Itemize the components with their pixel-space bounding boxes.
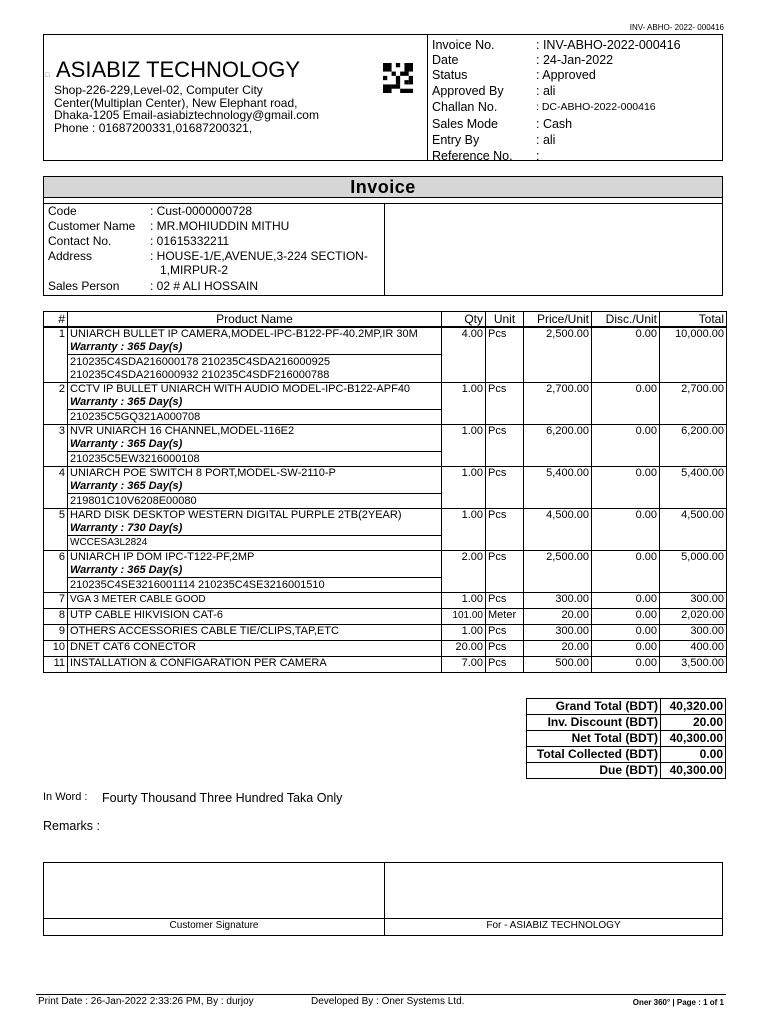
product-cell: UNIARCH IP DOM IPC-T122-PF,2MP Warranty : 365 Day(s) 210235C4SE3216001114 210235C4SE3216001510 xyxy=(68,551,442,593)
total-collected-row: Total Collected (BDT) 0.00 xyxy=(527,747,726,763)
net-total-row: Net Total (BDT) 40,300.00 xyxy=(527,731,726,747)
meta-approved-by: Approved By : ali xyxy=(432,84,556,98)
items-table xyxy=(43,311,727,673)
customer-signature-label: Customer Signature xyxy=(169,920,259,931)
company-signature-box xyxy=(384,862,723,936)
table-row: 9 OTHERS ACCESSORIES CABLE TIE/CLIPS,TAP,ETC 1.00 Pcs 300.00 0.00 300.00 xyxy=(44,625,727,641)
footer-print-date: Print Date : 26-Jan-2022 2:33:26 PM, By : durjoy xyxy=(38,996,254,1007)
in-word-value: Fourty Thousand Three Hundred Taka Only xyxy=(102,791,343,805)
table-row: 4 UNIARCH POE SWITCH 8 PORT,MODEL-SW-2110-P Warranty : 365 Day(s) 219801C10V6208E00080 1.00 Pcs 5,400.00 0.00 5,400.00 xyxy=(44,467,727,509)
customer-name: Customer Name : MR.MOHIUDDIN MITHU xyxy=(48,219,290,233)
customer-code: Code : Cust-0000000728 xyxy=(48,204,253,218)
customer-contact: Contact No. : 01615332211 xyxy=(48,234,230,248)
top-invoice-ref: INV- ABHO- 2022- 000416 xyxy=(629,23,724,32)
table-row: 5 HARD DISK DESKTOP WESTERN DIGITAL PURPLE 2TB(2YEAR) Warranty : 730 Day(s) WCCESA3L2824 1.00 Pcs 4,500.00 0.00 4,500.00 xyxy=(44,509,727,551)
col-unit: Unit xyxy=(486,312,524,328)
table-row: 6 UNIARCH IP DOM IPC-T122-PF,2MP Warranty : 365 Day(s) 210235C4SE3216001114 210235C4SE3216001510 2.00 Pcs 2,500.00 0.00 5,000.00 xyxy=(44,551,727,593)
inv-discount-row: Inv. Discount (BDT) 20.00 xyxy=(527,715,726,731)
qr-code-icon xyxy=(383,63,413,93)
table-row: 10 DNET CAT6 CONECTOR 20.00 Pcs 20.00 0.00 400.00 xyxy=(44,641,727,657)
product-cell: NVR UNIARCH 16 CHANNEL,MODEL-116E2 Warranty : 365 Day(s) 210235C5EW3216000108 xyxy=(68,425,442,467)
col-disc: Disc./Unit xyxy=(592,312,660,328)
company-signature-label: For - ASIABIZ TECHNOLOGY xyxy=(486,920,621,931)
col-product: Product Name xyxy=(68,312,442,328)
remarks-label: Remarks : xyxy=(43,819,100,833)
table-row: 7 VGA 3 METER CABLE GOOD 1.00 Pcs 300.00 0.00 300.00 xyxy=(44,593,727,609)
in-word-label: In Word : xyxy=(43,791,88,803)
logo-placeholder-icon: □ xyxy=(45,72,50,79)
footer-divider xyxy=(36,994,726,995)
meta-date: Date : 24-Jan-2022 xyxy=(432,53,614,67)
col-qty: Qty xyxy=(442,312,486,328)
meta-entry-by: Entry By : ali xyxy=(432,133,556,147)
col-no: # xyxy=(44,312,68,328)
items-header-row xyxy=(44,312,727,328)
meta-reference-no: Reference No. : xyxy=(432,149,540,163)
customer-sales-person: Sales Person : 02 # ALI HOSSAIN xyxy=(48,279,259,293)
product-cell: UNIARCH POE SWITCH 8 PORT,MODEL-SW-2110-P Warranty : 365 Day(s) 219801C10V6208E00080 xyxy=(68,467,442,509)
table-row: 3 NVR UNIARCH 16 CHANNEL,MODEL-116E2 Warranty : 365 Day(s) 210235C5EW3216000108 1.00 Pcs 6,200.00 0.00 6,200.00 xyxy=(44,425,727,467)
product-cell: UNIARCH BULLET IP CAMERA,MODEL-IPC-B122-PF-40.2MP,IR 30M Warranty : 365 Day(s) 210235C4SDA216000178 210235C4SDA216000925 210235C4SDA216000932 210235C4SDF216000788 xyxy=(68,327,442,383)
customer-address: Address : HOUSE-1/E,AVENUE,3-224 SECTION- 1,MIRPUR-2 xyxy=(48,249,368,277)
grand-total-row: Grand Total (BDT) 40,320.00 xyxy=(527,699,726,715)
product-cell: CCTV IP BULLET UNIARCH WITH AUDIO MODEL-IPC-B122-APF40 Warranty : 365 Day(s) 210235C5GQ321A000708 xyxy=(68,383,442,425)
table-row: 11 INSTALLATION & CONFIGARATION PER CAMERA 7.00 Pcs 500.00 0.00 3,500.00 xyxy=(44,657,727,673)
table-row: 2 CCTV IP BULLET UNIARCH WITH AUDIO MODEL-IPC-B122-APF40 Warranty : 365 Day(s) 210235C5GQ321A000708 1.00 Pcs 2,700.00 0.00 2,700.00 xyxy=(44,383,727,425)
footer-developer: Developed By : Oner Systems Ltd. xyxy=(311,996,465,1007)
company-name: ASIABIZ TECHNOLOGY xyxy=(56,57,301,82)
footer-page: Oner 360° | Page : 1 of 1 xyxy=(632,998,724,1007)
meta-challan-no: Challan No. : DC-ABHO-2022-000416 xyxy=(432,100,656,114)
customer-signature-box xyxy=(43,862,385,936)
table-row: 1 UNIARCH BULLET IP CAMERA,MODEL-IPC-B122-PF-40.2MP,IR 30M Warranty : 365 Day(s) 210235C4SDA216000178 210235C4SDA216000925 210235C4SDA216000932 210235C4SDF216000788 4.00 Pcs 2,500.00 0.00 10,000.00 xyxy=(44,327,727,383)
col-price: Price/Unit xyxy=(524,312,592,328)
company-address: Shop-226-229,Level-02, Computer City Center(Multiplan Center), New Elephant road, Dhaka-1205 Email-asiabiztechnology@gmail.com Phone : 01687200331,01687200321, xyxy=(54,83,319,135)
totals-table xyxy=(526,698,726,779)
meta-status: Status : Approved xyxy=(432,68,596,82)
invoice-title: Invoice xyxy=(43,176,723,198)
col-total: Total xyxy=(660,312,727,328)
table-row: 8 UTP CABLE HIKVISION CAT-6 101.00 Meter 20.00 0.00 2,020.00 xyxy=(44,609,727,625)
meta-invoice-no: Invoice No. : INV-ABHO-2022-000416 xyxy=(432,38,681,52)
meta-sales-mode: Sales Mode : Cash xyxy=(432,117,573,131)
product-cell: HARD DISK DESKTOP WESTERN DIGITAL PURPLE 2TB(2YEAR) Warranty : 730 Day(s) WCCESA3L2824 xyxy=(68,509,442,551)
due-row: Due (BDT) 40,300.00 xyxy=(527,763,726,779)
